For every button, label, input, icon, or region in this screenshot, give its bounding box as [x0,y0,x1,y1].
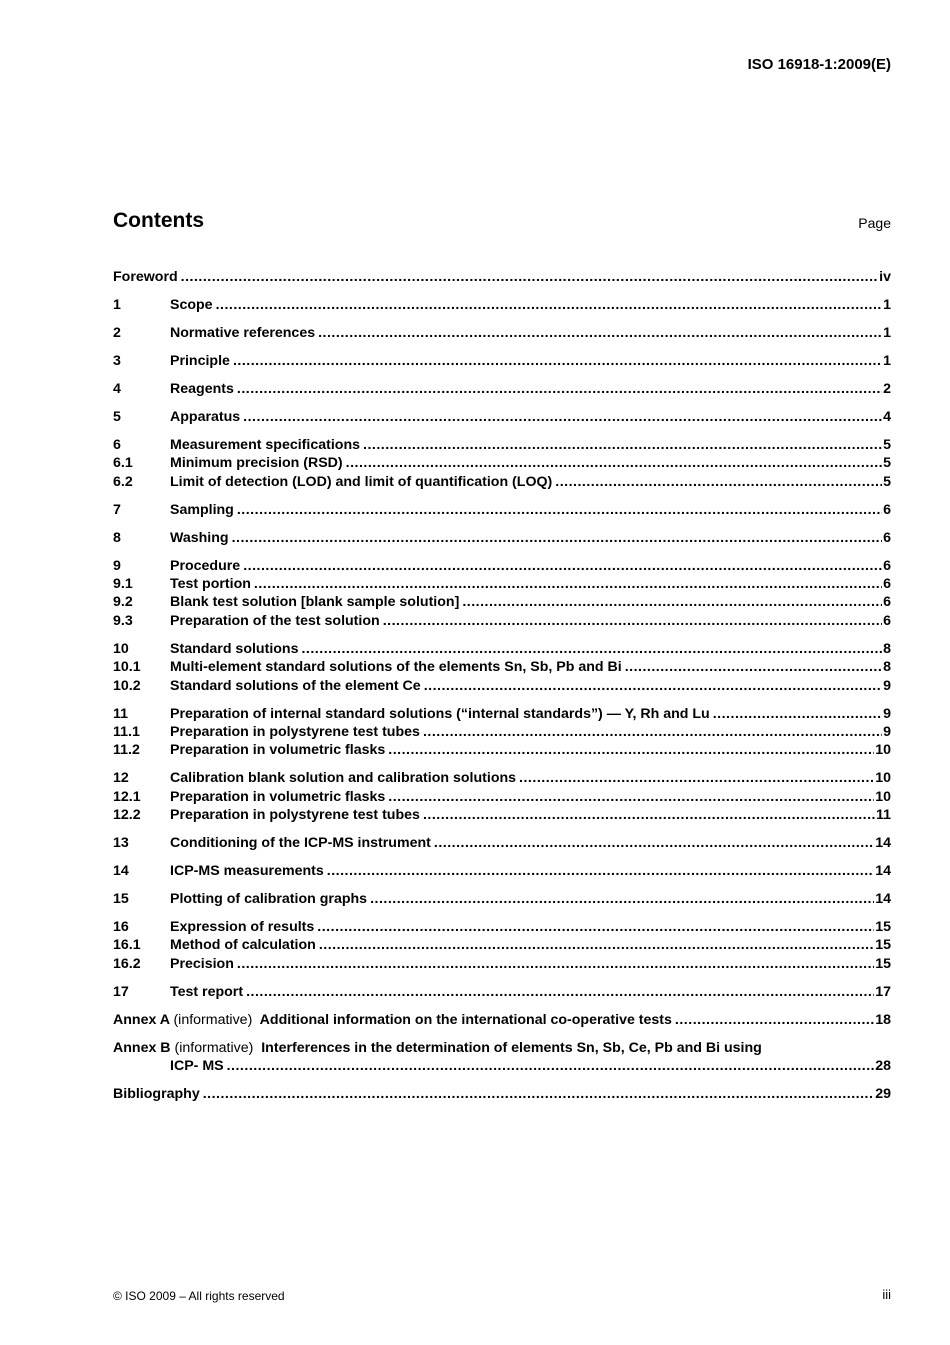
toc-entry[interactable] [113,658,891,676]
toc-entry-page: iv [879,269,891,285]
toc-entry-page: 17 [875,983,891,1000]
toc-entry-page: 14 [875,835,891,852]
toc-entry-annex-a[interactable] [113,1011,891,1029]
toc-entry-number: 4 [113,380,121,397]
toc-entry-page: 15 [875,937,891,954]
dot-leader [713,705,882,723]
toc-entry-number: 5 [113,408,121,425]
toc-entry-title: Washing [170,529,229,546]
toc-entry-page: 11 [876,807,891,824]
dot-leader [423,806,875,824]
toc-entry[interactable] [113,557,891,575]
toc-entry[interactable] [113,983,891,1001]
toc-entry-title: Method of calculation [170,937,316,954]
dot-leader [388,788,874,806]
toc-entry-number: 11.1 [113,723,140,740]
dot-leader [319,936,874,954]
toc-entry-page: 9 [883,723,891,740]
toc-entry-title: Minimum precision (RSD) [170,455,343,472]
toc-entry-title: Preparation in polystyrene test tubes [170,723,420,740]
dot-leader [237,501,882,519]
dot-leader [555,473,882,491]
toc-entry-number: 12 [113,770,129,787]
annex-a-type: (informative) [173,1011,253,1028]
toc-entry-annex-b[interactable] [113,1039,891,1076]
toc-entry-page: 14 [875,863,891,880]
toc-entry[interactable] [113,705,891,723]
annex-b-type: (informative) [174,1039,254,1056]
toc-entry-title: Standard solutions of the element Ce [170,677,421,694]
toc-entry[interactable] [113,936,891,954]
toc-entry-bibliography[interactable] [113,1085,891,1103]
toc-entry-page: 9 [883,677,891,694]
toc-entry[interactable] [113,640,891,658]
toc-entry-number: 10 [113,640,129,657]
toc-entry-title: Preparation in polystyrene test tubes [170,807,420,824]
toc-entry-title: Measurement specifications [170,436,361,453]
toc-entry-title: Calibration blank solution and calibration solutions [170,770,517,787]
dot-leader [237,380,882,398]
toc-entry-page: 8 [883,659,891,676]
dot-leader [625,658,882,676]
toc-entry-page: 6 [883,501,891,518]
toc-entry-page: 6 [883,594,891,611]
toc-entry-number: 6.1 [113,455,133,472]
toc-entry-title: Multi-element standard solutions of the elements Sn, Sb, Pb and Bi [170,659,622,676]
dot-leader [370,890,874,908]
toc-entries [113,268,891,1001]
toc-entry[interactable] [113,788,891,806]
dot-leader [227,1057,875,1075]
dot-leader [237,955,874,973]
annex-a-page: 18 [875,1011,891,1028]
dot-leader [243,557,882,575]
toc-entry[interactable] [113,436,891,454]
dot-leader [181,268,879,286]
toc-entry-number: 16.2 [113,955,141,972]
toc-entry-number: 6 [113,436,121,453]
toc-entry-number: 11 [113,705,128,722]
dot-leader [363,436,882,454]
annex-b-label: Annex B [113,1039,171,1056]
toc-entry-page: 5 [883,455,891,472]
toc-entry-title: Apparatus [170,408,241,425]
toc-entry-page: 10 [875,742,891,759]
annex-a-title: Additional information on the international co-operative tests [259,1011,672,1028]
toc-entry-page: 6 [883,557,891,574]
toc-entry-title: Preparation in volumetric flasks [170,742,386,759]
annex-b-page: 28 [875,1058,891,1075]
dot-leader [462,593,882,611]
toc-entry-number: 9.2 [113,594,133,611]
contents-title: Contents [113,209,204,232]
toc-entry-number: 16 [113,919,129,936]
toc-entry-title: Scope [170,296,213,313]
toc-entry-title: Preparation of internal standard solutions (“internal standards”) — Y, Rh and Lu [170,705,710,722]
toc-entry-title: Limit of detection (LOD) and limit of quantification (LOQ) [170,473,553,490]
toc-entry-title: Test portion [170,576,251,593]
toc-entry-title: Sampling [170,501,234,518]
toc-entry-page: 15 [875,955,891,972]
toc-entry-title: ICP-MS measurements [170,863,324,880]
toc-entry[interactable] [113,677,891,695]
toc-entry-title: Reagents [170,380,234,397]
toc-entry[interactable] [113,862,891,880]
toc-entry[interactable] [113,834,891,852]
toc-entry[interactable] [113,890,891,908]
toc-entry[interactable] [113,769,891,787]
toc-entry-number: 15 [113,891,129,908]
dot-leader [327,862,874,880]
dot-leader [216,296,883,314]
toc-entry[interactable] [113,454,891,472]
annex-a-label: Annex A [113,1011,170,1028]
toc-entry[interactable] [113,612,891,630]
dot-leader [423,723,882,741]
toc-entry-page: 5 [883,473,891,490]
toc-entry-title: Principle [170,352,230,369]
dot-leader [675,1011,874,1029]
toc-entry-page: 4 [883,408,891,425]
bibliography-label: Bibliography [113,1086,200,1103]
page-column-label: Page [858,215,891,231]
toc-entry-number: 12.1 [113,788,141,805]
toc-entry-title: Normative references [170,324,316,341]
toc-entry-page: 6 [883,529,891,546]
toc-entry[interactable] [113,408,891,426]
toc-entry-number: 9.1 [113,576,133,593]
toc-entry-number: 8 [113,529,121,546]
toc-entry-number: 17 [113,983,129,1000]
dot-leader [519,769,874,787]
toc-entry-page: 9 [883,705,891,722]
toc-entry[interactable] [113,955,891,973]
annex-b-title-line2: ICP- MS [170,1058,224,1075]
toc-entry-page: 1 [883,352,891,369]
toc-entry-page: 15 [875,919,891,936]
toc-entry-title: Plotting of calibration graphs [170,891,368,908]
dot-leader [246,983,874,1001]
toc-entry[interactable] [113,741,891,759]
toc-entry-title: Precision [170,955,234,972]
toc-entry-number: 11.2 [113,742,140,759]
annex-b-title-line1: Interferences in the determination of elements Sn, Sb, Ce, Pb and Bi using [261,1039,762,1056]
toc-entry-number: 2 [113,324,121,341]
toc-entry-page: 14 [875,891,891,908]
dot-leader [383,612,882,630]
toc-entry[interactable] [113,380,891,398]
document-id: ISO 16918-1:2009(E) [747,56,891,73]
toc-entry-number: 6.2 [113,473,133,490]
toc-entry-page: 5 [883,436,891,453]
dot-leader [233,352,882,370]
dot-leader [254,575,882,593]
toc-entry[interactable] [113,723,891,741]
dot-leader [388,741,874,759]
toc-entry-title: Procedure [170,557,241,574]
toc-entry[interactable] [113,806,891,824]
toc-entry-page: 6 [883,576,891,593]
toc-entry-title: Blank test solution [blank sample solution] [170,594,460,611]
toc-entry-title: Preparation in volumetric flasks [170,788,386,805]
toc-entry[interactable] [113,575,891,593]
toc-entry[interactable] [113,268,891,286]
dot-leader [346,454,882,472]
toc-entry-number: 9 [113,557,121,574]
table-of-contents [113,268,891,1104]
toc-entry-title: Expression of results [170,919,315,936]
dot-leader [232,529,883,547]
toc-entry-page: 6 [883,612,891,629]
toc-entry-number: 12.2 [113,807,141,824]
toc-entry-number: 9.3 [113,612,133,629]
toc-entry-title: Conditioning of the ICP-MS instrument [170,835,431,852]
toc-entry-number: 16.1 [113,937,141,954]
dot-leader [203,1085,875,1103]
toc-entry-number: 7 [113,501,121,518]
dot-leader [424,677,882,695]
toc-entry-number: 10.2 [113,677,141,694]
toc-entry-number: 13 [113,835,129,852]
toc-entry-number: 1 [113,296,121,313]
toc-entry-page: 10 [875,788,891,805]
footer-page-number: iii [882,1287,891,1302]
toc-entry[interactable] [113,529,891,547]
dot-leader [301,640,882,658]
dot-leader [434,834,874,852]
toc-entry-title: Preparation of the test solution [170,612,380,629]
toc-entry-page: 1 [883,296,891,313]
toc-entry-title: Foreword [113,269,178,285]
toc-entry-page: 2 [883,380,891,397]
toc-entry[interactable] [113,324,891,342]
toc-entry-title: Standard solutions [170,640,299,657]
toc-entry-page: 10 [875,770,891,787]
toc-entry-page: 1 [883,324,891,341]
toc-entry-page: 8 [883,640,891,657]
dot-leader [243,408,882,426]
dot-leader [317,918,874,936]
toc-entry[interactable] [113,501,891,519]
toc-entry[interactable] [113,296,891,314]
toc-entry-number: 3 [113,352,121,369]
toc-entry[interactable] [113,593,891,611]
footer-copyright: © ISO 2009 – All rights reserved [113,1289,285,1303]
toc-entry[interactable] [113,473,891,491]
toc-entry-number: 10.1 [113,659,141,676]
bibliography-page: 29 [875,1086,891,1103]
toc-entry-number: 14 [113,863,129,880]
toc-entry[interactable] [113,352,891,370]
dot-leader [318,324,882,342]
toc-entry-title: Test report [170,983,244,1000]
toc-entry[interactable] [113,918,891,936]
